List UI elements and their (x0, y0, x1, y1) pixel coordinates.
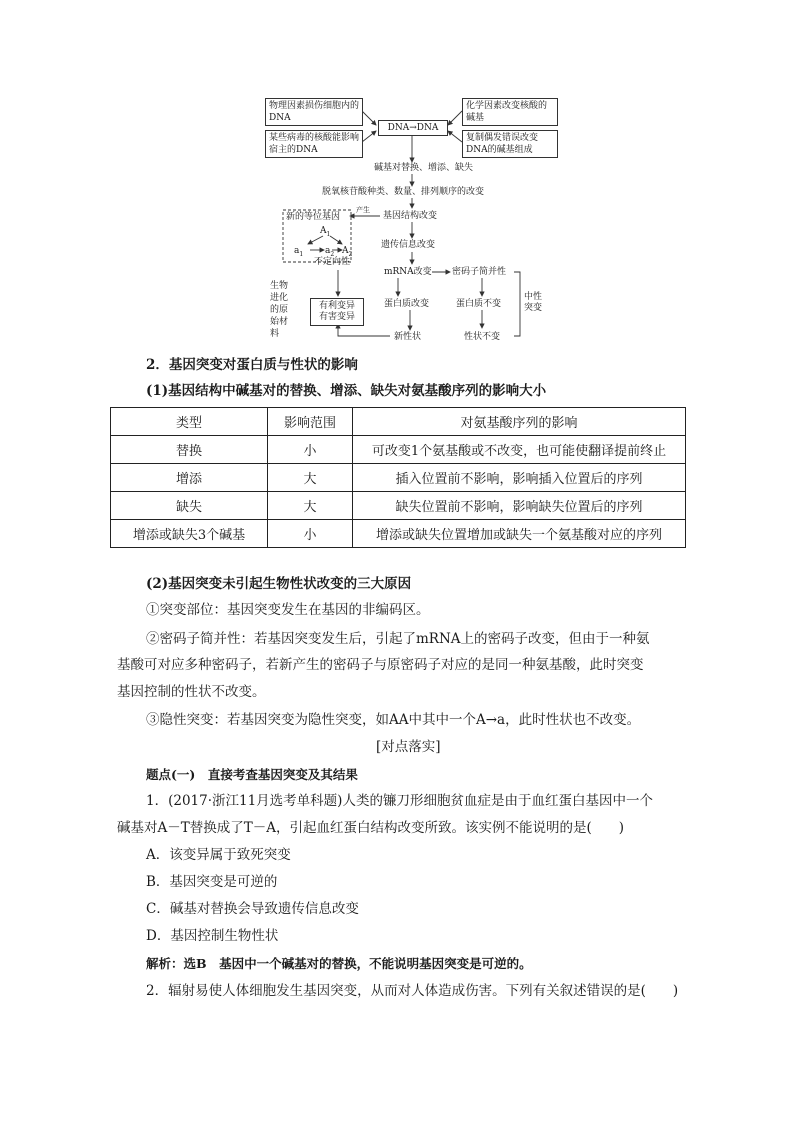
label-produce: 产生 (356, 206, 370, 214)
allele-a2-lower: $a_2$ (325, 246, 335, 258)
table-cell: 小 (268, 520, 353, 548)
table-cell: 增添或缺失3个碱基 (111, 520, 268, 548)
reason-3: ③隐性突变：若基因突变为隐性突变，如AA中其中一个A→a，此时性状也不改变。 (146, 712, 641, 728)
label-harmful: 有害变异 (318, 312, 355, 322)
label-evolution-material: 生物进化的原始材料 (270, 281, 289, 339)
box-physical-factor: 物理因素损伤细胞内的DNA (265, 98, 363, 126)
table-cell: 替换 (111, 436, 268, 464)
label-new-trait: 新性状 (394, 332, 422, 342)
table-cell: 增添 (111, 464, 268, 492)
label-protein-same: 蛋白质不变 (456, 299, 502, 309)
q1-option-b: B．基因突变是可逆的 (146, 874, 278, 890)
table-cell: 缺失位置前不影响，影响缺失位置后的序列 (353, 492, 686, 520)
label-structure-change: 基因结构改变 (383, 211, 438, 221)
q1-option-a: A．该变异属于致死突变 (146, 847, 291, 863)
question-1-line-1: 1．(2017·浙江11月选考单科题)人类的镰刀形细胞贫血症是由于血红蛋白基因中一个 (146, 793, 653, 809)
table-cell: 插入位置前不影响，影响插入位置后的序列 (353, 464, 686, 492)
step-base-pair-change: 碱基对替换、增添、缺失 (374, 163, 474, 173)
gene-mutation-diagram (250, 92, 570, 348)
table-row (111, 492, 686, 520)
table-cell: 大 (268, 492, 353, 520)
question-2-line-1: 2．辐射易使人体细胞发生基因突变，从而对人体造成伤害。下列有关叙述错误的是( ) (146, 983, 679, 999)
box-virus-factor: 某些病毒的核酸能影响宿主的DNA (265, 130, 363, 158)
label-trait-same: 性状不变 (464, 332, 501, 342)
effect-table (110, 407, 686, 548)
label-info-change: 遗传信息改变 (381, 240, 436, 250)
table-cell: 缺失 (111, 492, 268, 520)
label-new-allele: 新的等位基因 (286, 212, 341, 222)
label-codon-degeneracy: 密码子简并性 (452, 267, 507, 277)
label-beneficial: 有利变异 (318, 301, 355, 311)
box-chemical-factor: 化学因素改变核酸的碱基 (462, 98, 558, 126)
table-header-row (111, 408, 686, 436)
label-neutral-mutation: 中性突变 (524, 292, 543, 313)
table-row (111, 464, 686, 492)
q1-option-c: C．碱基对替换会导致遗传信息改变 (146, 901, 359, 917)
reason-1: ①突变部位：基因突变发生在基因的非编码区。 (146, 602, 430, 618)
practice-header: [对点落实] (376, 739, 441, 755)
section-title: 2．基因突变对蛋白质与性状的影响 (146, 357, 358, 373)
label-protein-change: 蛋白质改变 (384, 299, 430, 309)
reason-2-line-2: 基酸可对应多种密码子，若新产生的密码子与原密码子对应的是同一种氨基酸，此时突变 (117, 657, 644, 673)
allele-a2-upper: $A_2$ (342, 246, 353, 258)
table-cell: 小 (268, 436, 353, 464)
table-cell: 增添或缺失位置增加或缺失一个氨基酸对应的序列 (353, 520, 686, 548)
table-cell: 可改变1个氨基酸或不改变，也可能使翻译提前终止 (353, 436, 686, 464)
step-nucleotide-change: 脱氧核苷酸种类、数量、排列顺序的改变 (322, 187, 485, 197)
subsection-title-1: (1)基因结构中碱基对的替换、增添、缺失对氨基酸序列的影响大小 (146, 383, 547, 399)
reason-2-line-3: 基因控制的性状不改变。 (117, 684, 266, 700)
col-header-effect: 对氨基酸序列的影响 (353, 408, 686, 436)
box-variation (310, 298, 364, 326)
allele-a1-upper: $A_1$ (320, 226, 331, 238)
table-row (111, 520, 686, 548)
allele-a1-lower: $a_1$ (294, 246, 304, 258)
label-nondirectional: 不定向性 (314, 257, 351, 267)
q1-answer-explanation: 解析：选B 基因中一个碱基对的替换，不能说明基因突变是可逆的。 (146, 956, 532, 971)
label-mrna-change: mRNA改变 (384, 267, 432, 277)
topic-label: 题点(一) 直接考查基因突变及其结果 (146, 767, 358, 782)
col-header-range: 影响范围 (268, 408, 353, 436)
box-replication-error: 复制偶发错误改变DNA的碱基组成 (462, 130, 558, 158)
question-1-line-2: 碱基对A－T替换成了T－A，引起血红蛋白结构改变所致。该实例不能说明的是( ) (117, 820, 625, 836)
q1-option-d: D．基因控制生物性状 (146, 928, 279, 944)
table-row (111, 436, 686, 464)
subsection-title-2: (2)基因突变未引起生物性状改变的三大原因 (146, 576, 412, 592)
col-header-type: 类型 (111, 408, 268, 436)
box-dna-replication: DNA→DNA (378, 120, 448, 136)
reason-2-line-1: ②密码子简并性：若基因突变发生后，引起了mRNA上的密码子改变，但由于一种氨 (146, 631, 650, 647)
table-cell: 大 (268, 464, 353, 492)
